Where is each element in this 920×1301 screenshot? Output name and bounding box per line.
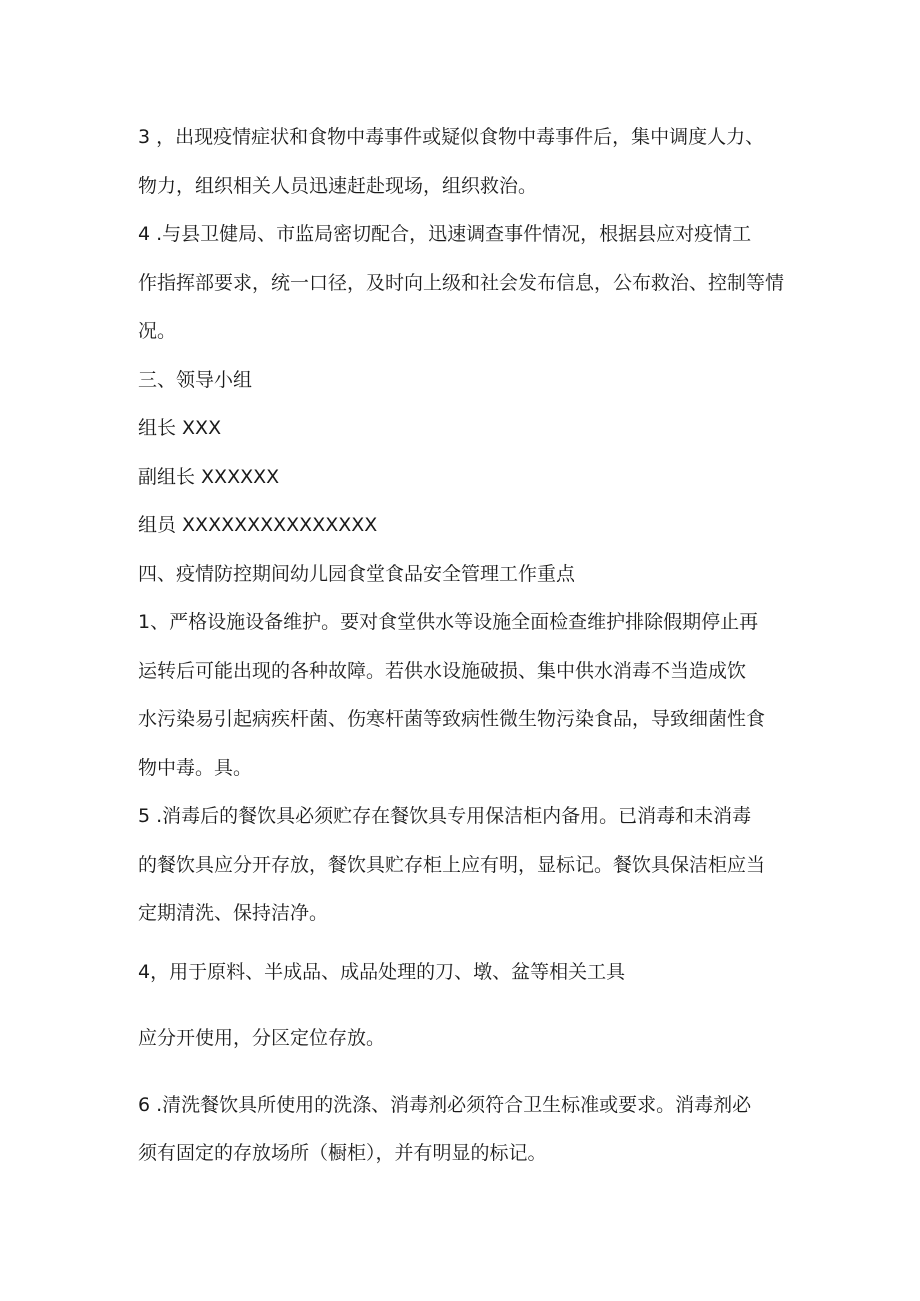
text-line: 作指挥部要求，统一口径，及时向上级和社会发布信息，公布救治、控制等情 — [138, 271, 785, 294]
text-line: 况。 — [138, 320, 177, 342]
text-line: 物中毒。具。 — [138, 756, 253, 779]
text-line: 组长 XXX — [138, 417, 222, 439]
text-line: 运转后可能出现的各种故障。若供水设施破损、集中供水消毒不当造成饮 — [138, 659, 747, 682]
section-heading: 四、疫情防控期间幼儿园食堂食品安全管理工作重点 — [138, 562, 576, 585]
document-body — [138, 113, 798, 1178]
section-heading: 三、领导小组 — [138, 368, 253, 391]
text-line: 4 .与县卫健局、市监局密切配合，迅速调查事件情况，根据县应对疫情工 — [138, 223, 752, 245]
text-line: 3 ，出现疫情症状和食物中毒事件或疑似食物中毒事件后，集中调度人力、 — [138, 126, 765, 148]
text-line: 应分开使用，分区定位存放。 — [138, 1027, 386, 1049]
text-line: 须有固定的存放场所（橱柜），并有明显的标记。 — [138, 1142, 547, 1164]
text-line: 的餐饮具应分开存放，餐饮具贮存柜上应有明，显标记。餐饮具保洁柜应当 — [138, 853, 766, 876]
text-line: 6 .清洗餐饮具所使用的洗涤、消毒剂必须符合卫生标准或要求。消毒剂必 — [138, 1093, 752, 1116]
text-line: 4，用于原料、半成品、成品处理的刀、墩、盆等相关工具 — [138, 960, 626, 983]
text-line: 水污染易引起病疾杆菌、伤寒杆菌等致病性微生物污染食品，导致细菌性食 — [138, 708, 766, 730]
text-line: 定期清洗、保持洁净。 — [138, 902, 329, 924]
text-line: 组员 XXXXXXXXXXXXXXX — [138, 514, 378, 536]
text-line: 1、严格设施设备维护。要对食堂供水等设施全面检查维护排除假期停止再 — [138, 611, 759, 633]
text-line: 副组长 XXXXXX — [138, 465, 280, 488]
text-line: 物力，组织相关人员迅速赶赴现场，组织救治。 — [138, 174, 538, 197]
text-line: 5 .消毒后的餐饮具必须贮存在餐饮具专用保洁柜内备用。已消毒和未消毒 — [138, 805, 752, 827]
